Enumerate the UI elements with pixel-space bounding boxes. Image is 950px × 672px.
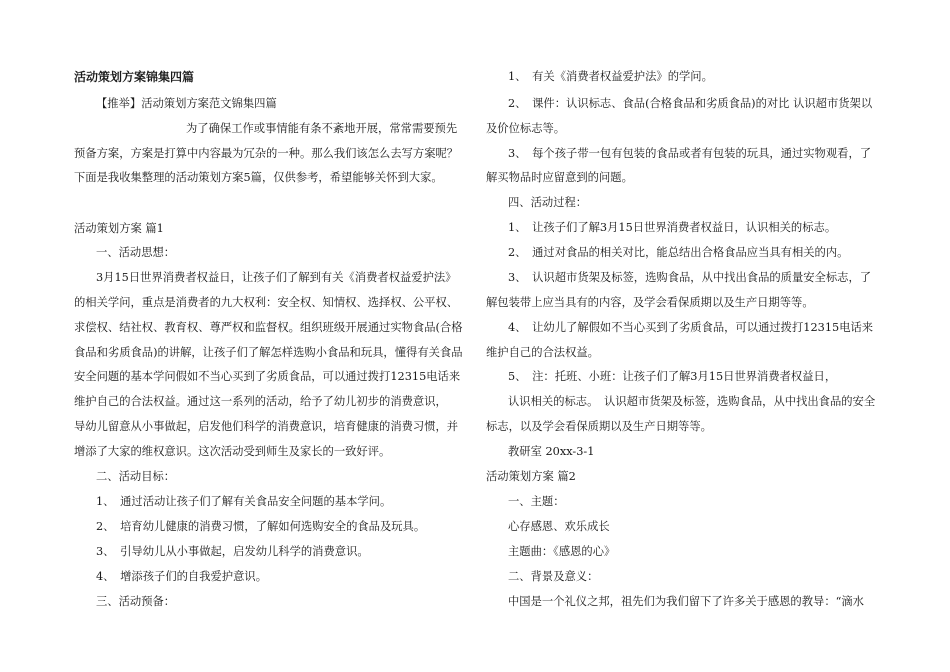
text-line: 活动策划方案 篇1 xyxy=(74,222,164,235)
document-title: 活动策划方案锦集四篇 xyxy=(74,70,195,84)
text-line: 食品和劣质食品)的讲解，让孩子们了解怎样选购小食品和玩具，懂得有关食品 xyxy=(74,346,463,359)
text-line: 认识相关的标志。 认识超市货架及标签，选购食品，从中找出食品的安全 xyxy=(508,395,876,408)
text-line: 三、活动预备： xyxy=(96,595,176,608)
text-line: 心存感恩、欢乐成长 xyxy=(508,520,610,533)
text-line: 活动策划方案 篇2 xyxy=(486,470,576,483)
text-line: 四、活动过程： xyxy=(508,196,588,209)
text-line: 的相关学问，重点是消费者的九大权利：安全权、知情权、选择权、公平权、 xyxy=(74,296,459,309)
text-line: 一、活动思想： xyxy=(96,246,176,259)
text-line: 3、 认识超市货架及标签，选购食品，从中找出食品的质量安全标志，了 xyxy=(508,271,872,284)
text-line: 1、 通过活动让孩子们了解有关食品安全问题的基本学问。 xyxy=(96,495,392,508)
text-line: 2、 培育幼儿健康的消费习惯，了解如何选购安全的食品及玩具。 xyxy=(96,520,426,533)
text-line: 中国是一个礼仪之邦，祖先们为我们留下了许多关于感恩的教导：“滴水 xyxy=(508,595,864,608)
text-line: 导幼儿留意从小事做起，启发他们科学的消费意识，培育健康的消费习惯，并 xyxy=(74,420,459,433)
text-line: 4、 让幼儿了解假如不当心买到了劣质食品，可以通过拨打12315电话来 xyxy=(508,321,874,334)
text-line: 2、 通过对食品的相关对比，能总结出合格食品应当具有相关的内。 xyxy=(508,246,849,259)
text-line: 求偿权、结社权、教育权、尊严权和监督权。组织班级开展通过实物食品(合格 xyxy=(74,321,463,334)
text-line: 3、 每个孩子带一包有包装的食品或者有包装的玩具，通过实物观看，了 xyxy=(508,147,872,160)
text-line: 1、 让孩子们了解3月15日世界消费者权益日，认识相关的标志。 xyxy=(508,221,837,234)
text-line: 及价位标志等。 xyxy=(486,122,566,135)
text-line: 解买物品时应留意到的问题。 xyxy=(486,171,633,184)
text-line: 预备方案，方案是打算中内容最为冗杂的一种。那么我们该怎么去写方案呢？ xyxy=(74,147,459,160)
text-line: 安全问题的基本学问假如不当心买到了劣质食品，可以通过拨打12315电话来 xyxy=(74,370,461,383)
text-line: 主题曲：《感恩的心》 xyxy=(508,545,616,558)
text-line: 【推举】活动策划方案范文锦集四篇 xyxy=(96,97,277,110)
text-line: 二、活动目标： xyxy=(96,470,176,483)
text-line: 为了确保工作或事情能有条不紊地开展，常常需要预先 xyxy=(186,122,458,135)
text-line: 1、 有关《消费者权益爱护法》的学问。 xyxy=(508,70,713,83)
text-line: 标志，以及学会看保质期以及生产日期等等。 xyxy=(486,420,712,433)
text-line: 教研室 20xx-3-1 xyxy=(508,445,595,458)
text-line: 5、 注：托班、小班：让孩子们了解3月15日世界消费者权益日， xyxy=(508,370,837,383)
text-line: 维护自己的合法权益。通过这一系列的活动，给予了幼儿初步的消费意识， xyxy=(74,395,447,408)
text-line: 增添了大家的维权意识。这次活动受到师生及家长的一致好评。 xyxy=(74,445,391,458)
text-line: 一、主题： xyxy=(508,495,565,508)
text-line: 4、 增添孩子们的自我爱护意识。 xyxy=(96,570,267,583)
text-line: 二、背景及意义： xyxy=(508,570,599,583)
text-line: 3、 引导幼儿从小事做起，启发幼儿科学的消费意识。 xyxy=(96,545,369,558)
text-line: 解包装带上应当具有的内容，及学会看保质期以及生产日期等等。 xyxy=(486,296,814,309)
text-line: 3月15日世界消费者权益日，让孩子们了解到有关《消费者权益爱护法》 xyxy=(96,271,457,284)
text-line: 维护自己的合法权益。 xyxy=(486,346,599,359)
text-line: 下面是我收集整理的活动策划方案5篇，仅供参考，希望能够关怀到大家。 xyxy=(74,171,443,184)
text-line: 2、 课件：认识标志、食品(合格食品和劣质食品)的对比 认识超市货架以 xyxy=(508,97,873,110)
